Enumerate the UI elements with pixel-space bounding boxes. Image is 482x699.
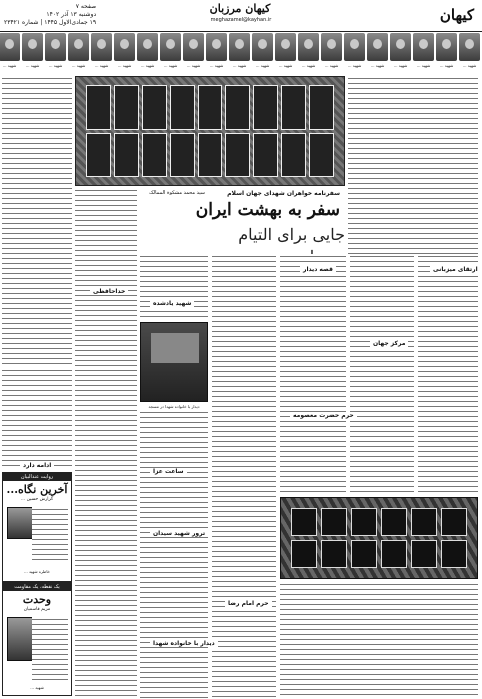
sidebar-box-narrative xyxy=(2,472,72,582)
martyr-name: شهید ... xyxy=(347,63,362,68)
text-column-6 xyxy=(75,188,137,698)
martyr-portrait xyxy=(137,33,158,75)
martyr-name: شهید ... xyxy=(462,63,477,68)
box-text xyxy=(32,617,68,681)
portrait-photo xyxy=(459,33,480,61)
box-author: مریم قاسمیان xyxy=(23,607,51,612)
portrait-photo xyxy=(275,33,296,61)
portrait-frames xyxy=(291,508,467,568)
section-head: حرم امام رضا xyxy=(225,600,272,607)
sidebar-box-unity xyxy=(2,582,72,696)
martyr-name: شهید ... xyxy=(186,63,201,68)
text-column-5-bottom xyxy=(140,410,208,698)
portrait-photo xyxy=(68,33,89,61)
martyr-name: شهید ... xyxy=(117,63,132,68)
gathering-photo xyxy=(280,497,478,579)
section-head: شهید یادشده xyxy=(150,300,194,307)
martyr-name: شهید ... xyxy=(48,63,63,68)
portrait-photo xyxy=(436,33,457,61)
masthead xyxy=(0,0,482,32)
martyr-name: شهید ... xyxy=(370,63,385,68)
portrait-photo xyxy=(91,33,112,61)
contact-email[interactable]: meghazamel@kayhan.ir xyxy=(210,17,272,23)
article-subheadline: جایی برای التیام xyxy=(238,225,345,244)
portrait-photo xyxy=(114,33,135,61)
martyr-portrait-strip xyxy=(2,33,480,75)
martyr-portrait xyxy=(436,33,457,75)
portrait-photo xyxy=(390,33,411,61)
newspaper-logo xyxy=(436,2,478,28)
martyr-portrait xyxy=(229,33,250,75)
martyr-portrait xyxy=(367,33,388,75)
article-headline: سفر به بهشت ایران xyxy=(195,200,340,220)
continued-note: ادامه دارد xyxy=(20,462,54,469)
martyr-portrait xyxy=(275,33,296,75)
text-column-left-top xyxy=(2,76,72,366)
martyr-portrait xyxy=(252,33,273,75)
portrait-photo xyxy=(183,33,204,61)
portrait-photo xyxy=(22,33,43,61)
martyr-name: شهید ... xyxy=(71,63,86,68)
portrait-photo xyxy=(321,33,342,61)
martyr-name: شهید ... xyxy=(324,63,339,68)
box-caption: شهید ... xyxy=(30,685,44,690)
martyr-name: شهید ... xyxy=(94,63,109,68)
text-column-4 xyxy=(212,254,276,698)
section-head: ارتقای میزبانی xyxy=(430,266,481,273)
martyr-name: شهید ... xyxy=(163,63,178,68)
issue-info xyxy=(4,3,96,27)
issue-line: ۱۹ جمادی‌الاول ۱۴۴۵ | شماره ۲۳۴۲۱ xyxy=(4,19,97,26)
mosque-photo-caption: دیدار با خانواده شهدا در مسجد xyxy=(148,404,200,409)
martyr-portrait xyxy=(183,33,204,75)
martyr-portrait xyxy=(413,33,434,75)
text-column-right-top xyxy=(348,76,478,254)
martyr-portrait xyxy=(160,33,181,75)
section-head: دیدار با خانواده شهدا xyxy=(150,640,218,647)
martyr-portrait xyxy=(0,33,20,75)
martyr-portrait xyxy=(68,33,89,75)
martyr-name: شهید ... xyxy=(232,63,247,68)
portrait-photo xyxy=(298,33,319,61)
martyr-portrait xyxy=(459,33,480,75)
portrait-photo xyxy=(229,33,250,61)
section-head: ساعت عزا xyxy=(150,468,187,475)
box-caption: خاطره شهید ... xyxy=(23,569,51,574)
mosque-photo xyxy=(140,322,208,402)
date-line: دوشنبه ۱۳ آذر ۱۴۰۲ xyxy=(46,11,97,18)
box-headline: وحدت xyxy=(22,593,52,606)
martyr-portrait xyxy=(22,33,43,75)
martyr-name: شهید ... xyxy=(393,63,408,68)
martyr-name: شهید ... xyxy=(255,63,270,68)
article-author: سید محمد مشکوة الممالک xyxy=(149,190,205,196)
portrait-photo xyxy=(45,33,66,61)
portrait-photo xyxy=(160,33,181,61)
martyr-name: شهید ... xyxy=(416,63,431,68)
text-column-bottom-right xyxy=(280,582,478,698)
martyr-portrait xyxy=(298,33,319,75)
box-text xyxy=(32,507,68,563)
section-head: مرکز جهان xyxy=(370,340,408,347)
martyr-portrait xyxy=(321,33,342,75)
martyr-name: شهید ... xyxy=(25,63,40,68)
portrait-photo xyxy=(344,33,365,61)
martyr-portrait xyxy=(206,33,227,75)
main-photo xyxy=(75,76,345,186)
box-title: روایت عندالبیان xyxy=(3,473,71,481)
logo-text: کیهان xyxy=(439,6,475,24)
text-column-left-mid xyxy=(2,368,72,468)
martyr-name: شهید ... xyxy=(2,63,17,68)
martyr-portrait xyxy=(344,33,365,75)
text-column-3 xyxy=(280,254,346,494)
portrait-frames xyxy=(86,85,334,177)
martyr-name: شهید ... xyxy=(301,63,316,68)
portrait-photo xyxy=(206,33,227,61)
martyr-name: شهید ... xyxy=(209,63,224,68)
box-headline: آخرین نگاه... xyxy=(6,483,68,496)
text-column-5-top xyxy=(140,254,208,318)
box-author: گزارش حسین ... xyxy=(20,497,54,502)
martyr-portrait xyxy=(114,33,135,75)
section-head: خداحافظی xyxy=(90,288,128,295)
text-column-2 xyxy=(350,254,414,494)
martyr-name: شهید ... xyxy=(140,63,155,68)
portrait-photo xyxy=(0,33,20,61)
martyr-name: شهید ... xyxy=(278,63,293,68)
portrait-photo xyxy=(137,33,158,61)
section-head: قصه دیدار xyxy=(300,266,336,273)
section-logo: کیهان مرزبان xyxy=(209,2,271,15)
martyr-photo xyxy=(7,617,33,661)
section-head: ترور شهید سیدان xyxy=(150,530,208,537)
martyr-portrait xyxy=(45,33,66,75)
box-title: یک نقطه، یک مقاومت xyxy=(3,583,71,591)
portrait-photo xyxy=(413,33,434,61)
martyr-portrait xyxy=(390,33,411,75)
martyr-name: شهید ... xyxy=(439,63,454,68)
section-head: حرم حضرت معصومه xyxy=(290,412,357,419)
martyr-photo xyxy=(7,507,33,539)
portrait-photo xyxy=(367,33,388,61)
portrait-photo xyxy=(252,33,273,61)
martyr-portrait xyxy=(91,33,112,75)
page-number: صفحه ۷ xyxy=(75,3,97,10)
article-kicker: سفرنامه خواهران شهدای جهان اسلام xyxy=(227,190,340,197)
text-column-1 xyxy=(418,254,478,494)
